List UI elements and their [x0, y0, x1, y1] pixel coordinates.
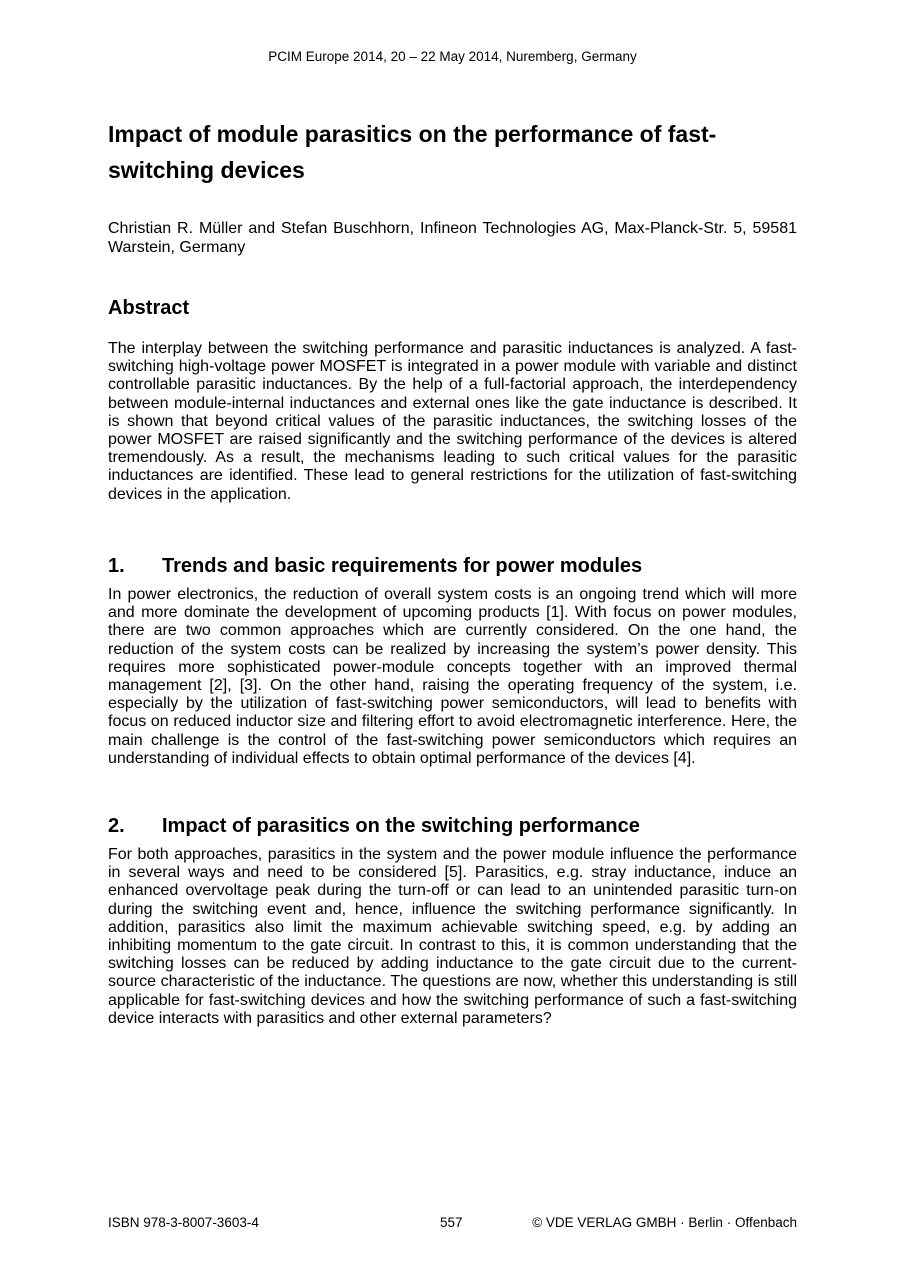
section-2-heading [108, 812, 797, 840]
section-2-title: Impact of parasitics on the switching performance [162, 815, 640, 837]
page-number: 557 [440, 1215, 463, 1230]
publisher: © VDE VERLAG GMBH · Berlin · Offenbach [532, 1215, 797, 1230]
page-footer [108, 1214, 797, 1232]
section-1-title: Trends and basic requirements for power modules [162, 555, 643, 577]
section-2-number: 2. [108, 815, 125, 837]
section-1-heading [108, 552, 797, 580]
paper-title: Impact of module parasitics on the performance of fast-switching devices [108, 121, 717, 183]
isbn: ISBN 978-3-8007-3603-4 [108, 1215, 259, 1230]
section-1-number: 1. [108, 555, 125, 577]
conference-header: PCIM Europe 2014, 20 – 22 May 2014, Nuremberg, Germany [268, 49, 637, 64]
section-2-text: For both approaches, parasitics in the system and the power module influence the performance in several ways and need to be considered [5]. Parasitics, e.g. stray inductance, induce an enhanced overvoltage peak during the turn-off or can lead to an unintended parasitic turn-on during the switching event and, hence, influence the switching performance significantly. In addition, parasitics also limit the maximum achievable switching speed, e.g. by adding an inhibiting momentum to the gate circuit. In contrast to this, it is common understanding that the switching losses can be reduced by adding inductance to the gate circuit due to the current-source characteristic of the inductance. The questions are now, whether this understanding is still applicable for fast-switching devices and how the switching performance of such a fast-switching device interacts with parasitics and other external parameters? [108, 846, 797, 1027]
abstract-heading: Abstract [108, 297, 190, 319]
abstract-text: The interplay between the switching performance and parasitic inductances is analyzed. A fast-switching high-voltage power MOSFET is integrated in a power module with variable and distinct controllable parasitic inductances. By the help of a full-factorial approach, the interdependency between module-internal inductances and external ones like the gate inductance is described. It is shown that beyond critical values of the parasitic inductances, the switching losses of the power MOSFET are raised significantly and the switching performance of the devices is altered tremendously. As a result, the mechanisms leading to such critical values for the parasitic inductances are identified. These lead to general restrictions for the utilization of fast-switching devices in the application. [108, 340, 797, 503]
author-affiliation: Christian R. Müller and Stefan Buschhorn, Infineon Technologies AG, Max-Planck-Str. 5, 59581 Warstein, Germany [108, 220, 797, 256]
section-1-text: In power electronics, the reduction of overall system costs is an ongoing trend which will more and more dominate the development of upcoming products [1]. With focus on power modules, there are two common approaches which are currently considered. On the one hand, the reduction of the system costs can be realized by increasing the system’s power density. This requires more sophisticated power-module concepts together with an improved thermal management [2], [3]. On the other hand, raising the operating frequency of the system, i.e. especially by the utilization of fast-switching power semiconductors, will lead to benefits with focus on reduced inductor size and filtering effort to avoid electromagnetic interference. Here, the main challenge is the control of the fast-switching power semiconductors which requires an understanding of individual effects to obtain optimal performance of the devices [4]. [108, 586, 797, 767]
